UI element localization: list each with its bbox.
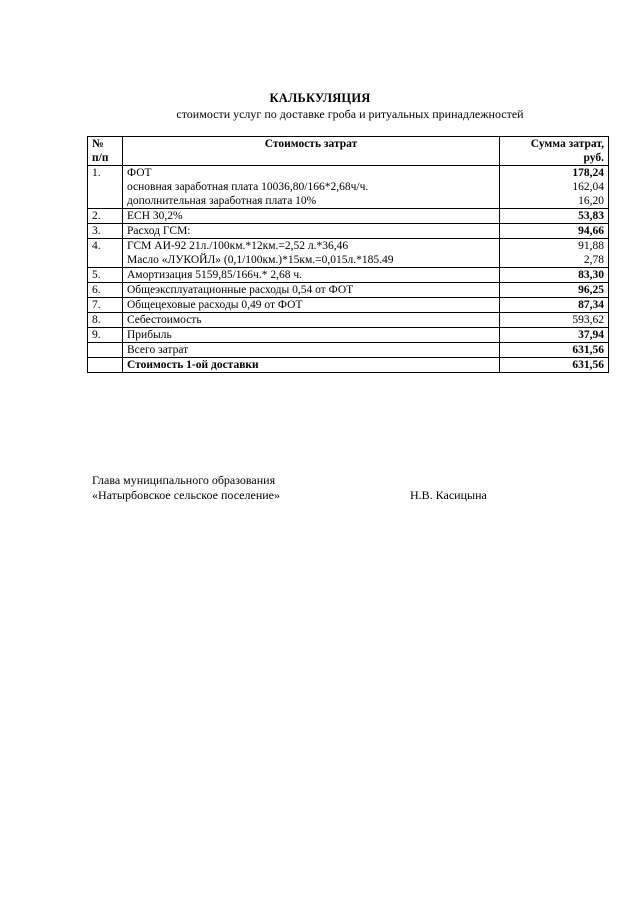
cost-value: 87,34 [578,299,604,311]
table-row [88,313,609,328]
table-row [88,283,609,298]
cost-value: 178,24 [572,167,604,179]
row-sum [500,283,609,298]
header-sum [500,137,609,166]
cost-item-label: Стоимость 1-ой доставки [127,359,259,371]
signature-name: Н.В. Касицына [410,488,487,502]
cost-item-label: Прибыль [127,329,172,341]
row-number [88,343,123,358]
row-sum [500,224,609,239]
header-number-line2: п/п [92,152,109,164]
row-number: 9. [88,328,123,343]
row-number: 3. [88,224,123,239]
table-row [88,298,609,313]
cost-subitem-label: дополнительная заработная плата 10% [127,195,317,207]
cost-value: 2,78 [583,254,604,266]
row-description [123,298,500,313]
table-row [88,239,609,268]
cost-subitem-label: основная заработная плата 10036,80/166*2,68ч/ч. [127,181,369,193]
row-number: 7. [88,298,123,313]
row-sum [500,268,609,283]
cost-value: 631,56 [572,344,604,356]
table-row [88,166,609,209]
cost-subitem-label: Масло «ЛУКОЙЛ» (0,1/100км.)*15км.=0,015л.*185.49 [127,254,394,266]
cost-value: 53,83 [578,210,604,222]
row-sum [500,343,609,358]
row-sum [500,298,609,313]
cost-item-label: ГСМ АИ-92 21л./100км.*12км.=2,52 л.*36,46 [127,240,349,252]
cost-value: 16,20 [578,195,604,207]
document-subtitle: стоимости услуг по доставке гроба и ритуальных принадлежностей [176,107,524,121]
row-number: 4. [88,239,123,268]
header-number-line1: № [92,138,104,150]
row-sum [500,239,609,268]
row-number: 1. [88,166,123,209]
table-header-row [88,137,609,166]
row-sum [500,209,609,224]
calculation-table [87,136,609,373]
header-number [88,137,123,166]
row-description [123,343,500,358]
cost-value: 162,04 [572,181,604,193]
row-sum [500,328,609,343]
cost-item-label: Амортизация 5159,85/166ч.* 2,68 ч. [127,269,302,281]
cost-item-label: Общецеховые расходы 0,49 от ФОТ [127,299,303,311]
cost-value: 83,30 [578,269,604,281]
cost-item-label: Общеэксплуатационные расходы 0,54 от ФОТ [127,284,354,296]
cost-value: 593,62 [572,314,604,326]
row-description [123,239,500,268]
row-description [123,328,500,343]
cost-value: 94,66 [578,225,604,237]
table-row [88,224,609,239]
table-row [88,268,609,283]
cost-item-label: Себестоимость [127,314,202,326]
cost-item-label: Всего затрат [127,344,189,356]
cost-value: 631,56 [572,359,604,371]
table-row [88,328,609,343]
row-description [123,166,500,209]
cost-value: 96,25 [578,284,604,296]
row-number: 8. [88,313,123,328]
header-sum-line1: Сумма затрат, [530,138,604,150]
table-row [88,209,609,224]
cost-item-label: ЕСН 30,2% [127,210,183,222]
cost-value: 91,88 [578,240,604,252]
row-sum [500,358,609,373]
row-description [123,358,500,373]
row-number: 2. [88,209,123,224]
row-number: 6. [88,283,123,298]
cost-item-label: Расход ГСМ: [127,225,191,237]
row-number: 5. [88,268,123,283]
cost-value: 37,94 [578,329,604,341]
header-description: Стоимость затрат [123,137,500,166]
row-description [123,209,500,224]
row-description [123,283,500,298]
row-number [88,358,123,373]
row-description [123,268,500,283]
table-row [88,343,609,358]
row-description [123,224,500,239]
row-description [123,313,500,328]
document-title: КАЛЬКУЛЯЦИЯ [269,91,371,105]
row-sum [500,313,609,328]
table-body [88,166,609,373]
row-sum [500,166,609,209]
signature-organization: «Натырбовское сельское поселение» [92,488,280,502]
header-sum-line2: руб. [583,152,604,164]
signature-position: Глава муниципального образования [92,473,276,487]
cost-item-label: ФОТ [127,167,152,179]
table-row [88,358,609,373]
signature-block [92,473,280,503]
